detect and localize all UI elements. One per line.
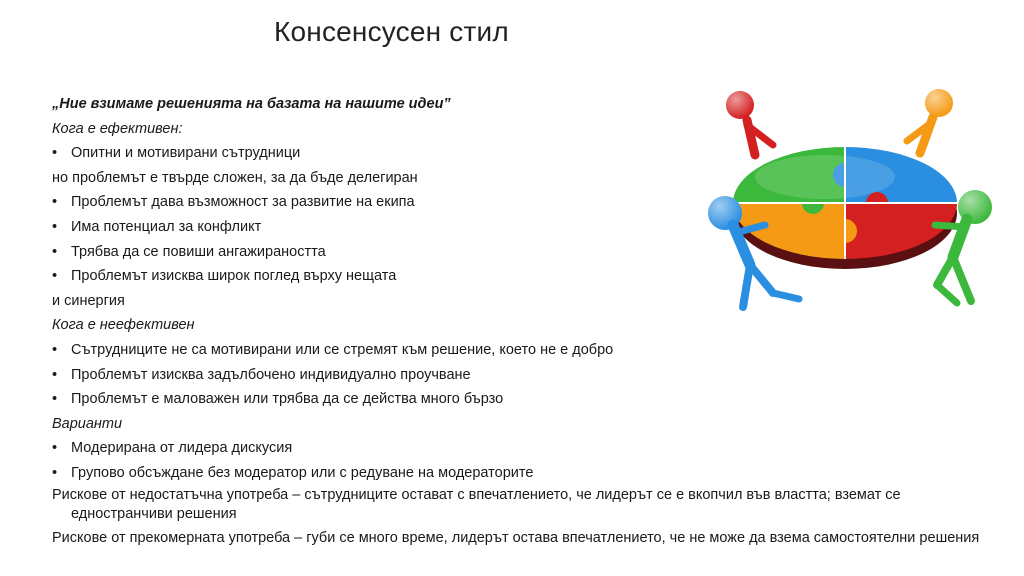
list-item: • Проблемът дава възможност за развитие на екипа xyxy=(52,190,992,215)
list-item: • Трябва да се повиши ангажираността xyxy=(52,240,992,265)
bullet-glyph: • xyxy=(52,341,58,358)
ineffective-heading: Кога е неефективен xyxy=(52,317,195,334)
list-item: • Групово обсъждане без модератор или с редуване на модераторите xyxy=(52,461,992,486)
list-item: • Проблемът изисква задълбочено индивидуално проучване xyxy=(52,363,992,388)
variants-heading: Варианти xyxy=(52,415,123,432)
list-item: • Модерирана от лидера дискусия xyxy=(52,436,992,461)
list-item: • Проблемът изисква широк поглед върху нещата xyxy=(52,264,992,289)
bullet-glyph: • xyxy=(52,243,58,260)
bullet-glyph: • xyxy=(52,366,58,383)
slogan-quote: „Ние взимаме решенията на базата на нашите идеи” xyxy=(52,96,451,112)
list-item: • Има потенциал за конфликт xyxy=(52,215,992,240)
risk-overuse-paragraph: Рискове от прекомерната употреба – губи се много време, лидерът остава впечатлението, че не може да взема самостоятелни решения xyxy=(52,529,980,546)
effective-heading: Кога е ефективен: xyxy=(52,120,183,137)
effective-tail: и синергия xyxy=(52,292,125,309)
list-item: • Опитни и мотивирани сътрудници xyxy=(52,141,992,166)
bullet-glyph: • xyxy=(52,391,58,408)
list-item: • Сътрудниците не са мотивирани или се стремят към решение, което не е добро xyxy=(52,338,992,363)
bullet-glyph: • xyxy=(52,218,58,235)
effective-note: но проблемът е твърде сложен, за да бъде делегиран xyxy=(52,169,418,186)
bullet-glyph: • xyxy=(52,268,58,285)
teamwork-puzzle-illustration xyxy=(695,85,1005,315)
list-item: • Проблемът е маловажен или трябва да се действа много бързо xyxy=(52,387,992,412)
risk-underuse-paragraph: Рискове от недостатъчна употреба – сътрудниците остават с впечатлението, че лидерът се е вкопчил във властта; вземат се едностранчиви решения xyxy=(52,486,901,522)
slide-title: Консенсусен стил xyxy=(274,16,509,47)
red-figure xyxy=(726,91,773,155)
bullet-glyph: • xyxy=(52,145,58,162)
orange-figure xyxy=(907,89,953,153)
bullet-glyph: • xyxy=(52,464,58,481)
bullet-glyph: • xyxy=(52,194,58,211)
bullet-glyph: • xyxy=(52,440,58,457)
puzzle-disk xyxy=(733,147,957,269)
